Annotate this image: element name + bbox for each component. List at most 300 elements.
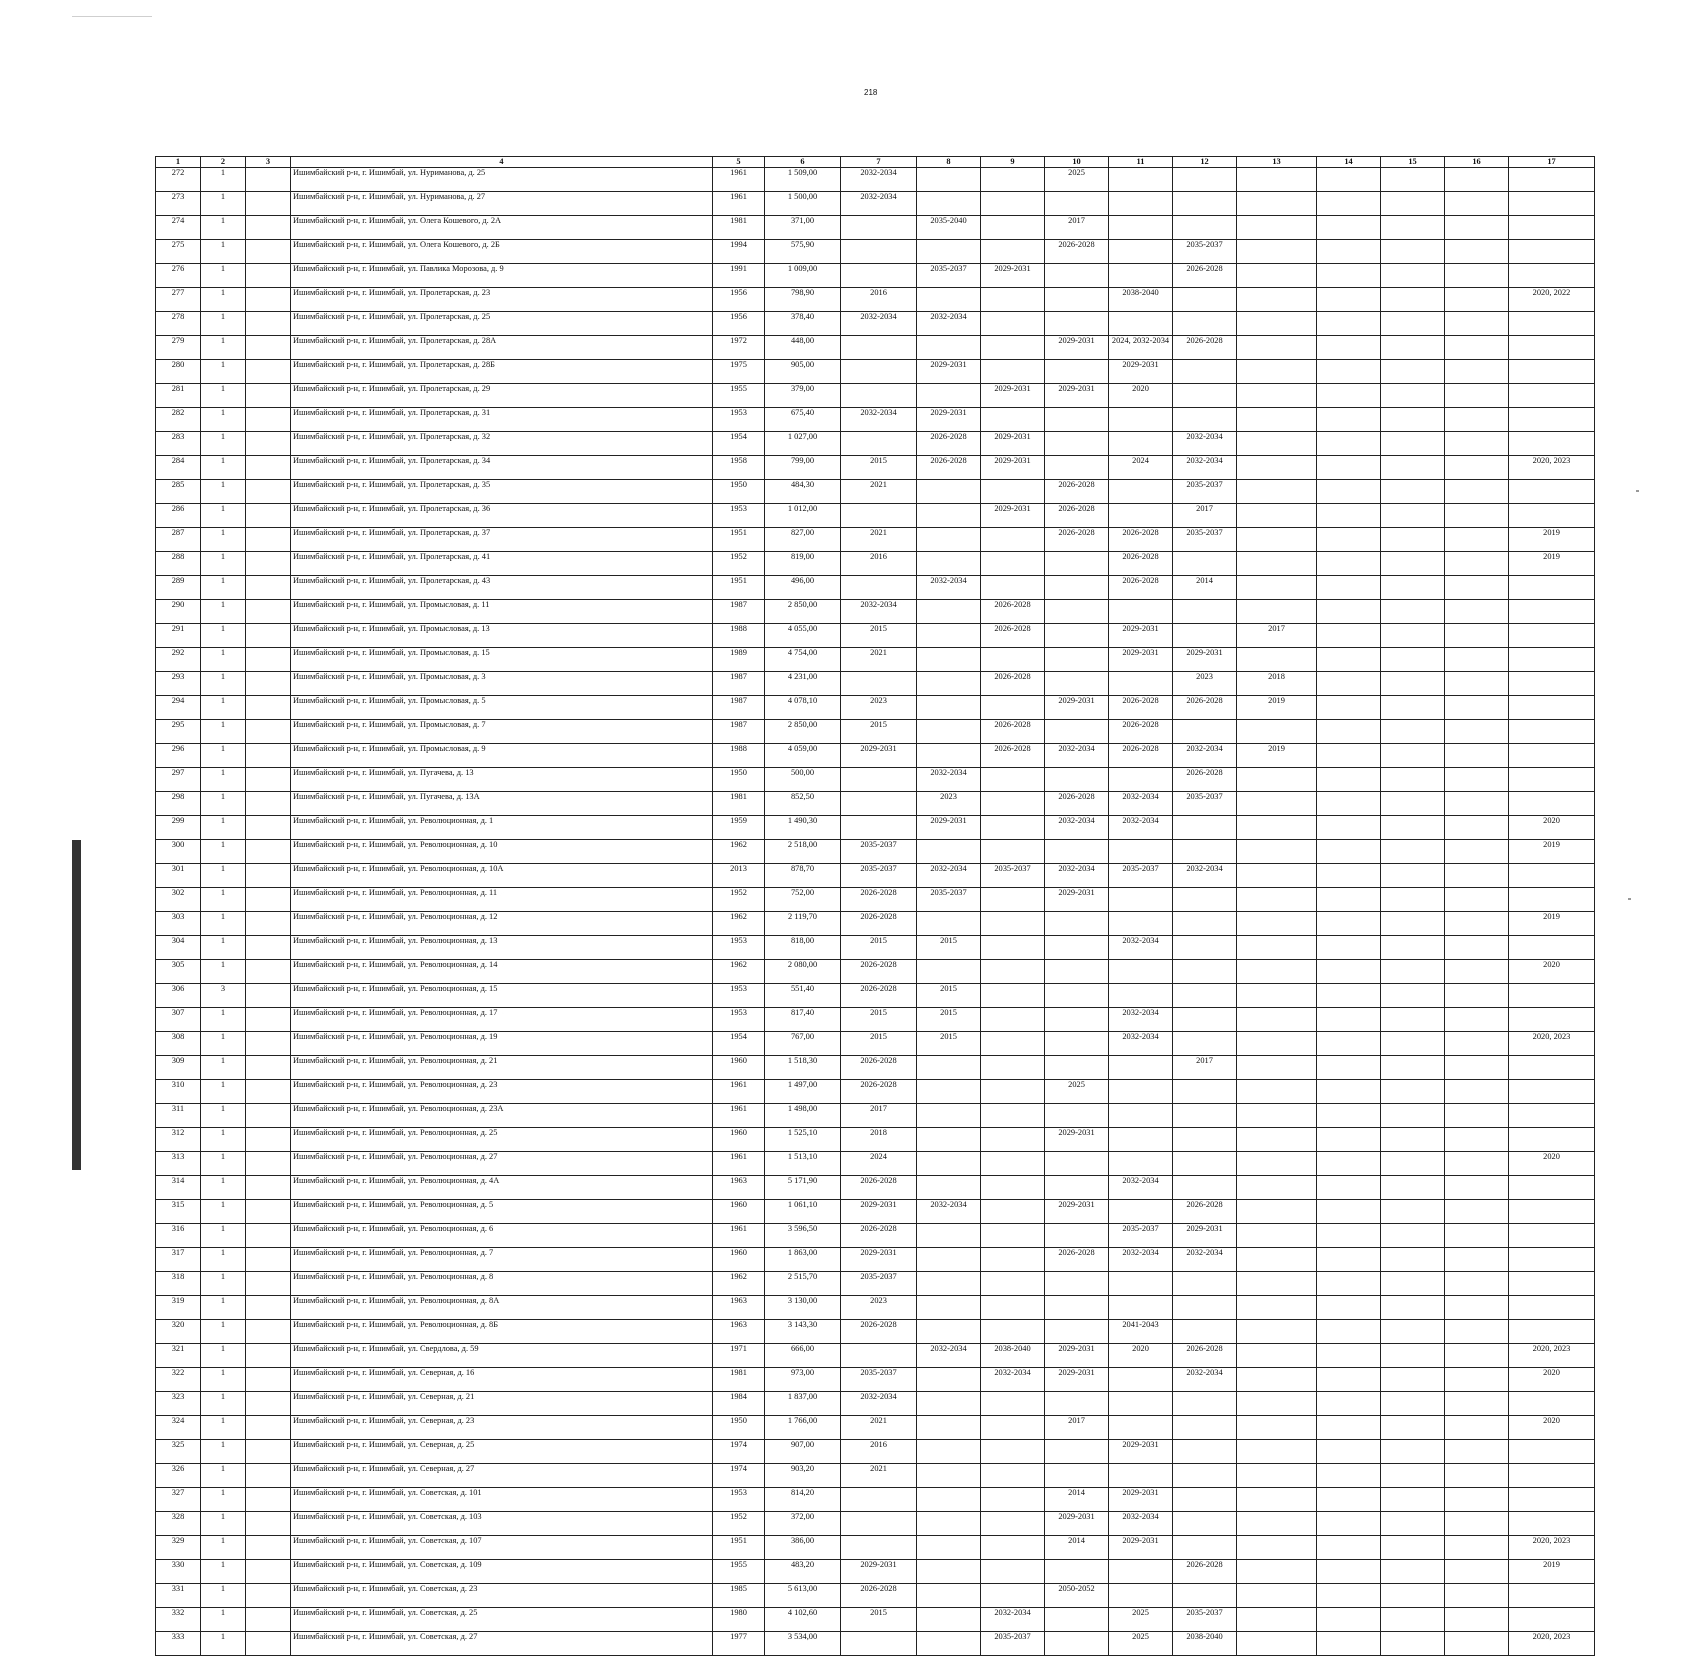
table-cell bbox=[1045, 576, 1109, 600]
table-cell bbox=[1445, 1176, 1509, 1200]
table-cell bbox=[1381, 1608, 1445, 1632]
column-header: 9 bbox=[981, 157, 1045, 168]
table-cell bbox=[1381, 1248, 1445, 1272]
address-cell: Ишимбайский р-н, г. Ишимбай, ул. Промысловая, д. 9 bbox=[291, 744, 713, 768]
table-row bbox=[156, 456, 1595, 480]
table-cell bbox=[246, 888, 291, 912]
table-cell bbox=[981, 888, 1045, 912]
table-cell bbox=[1045, 1272, 1109, 1296]
address-cell: Ишимбайский р-н, г. Ишимбай, ул. Советская, д. 103 bbox=[291, 1512, 713, 1536]
address-cell: Ишимбайский р-н, г. Ишимбай, ул. Революционная, д. 15 bbox=[291, 984, 713, 1008]
table-cell: 1 bbox=[201, 1128, 246, 1152]
table-cell bbox=[1173, 1272, 1237, 1296]
table-cell: 1 500,00 bbox=[765, 192, 841, 216]
table-cell bbox=[1173, 312, 1237, 336]
table-cell bbox=[1317, 528, 1381, 552]
table-cell bbox=[1445, 1488, 1509, 1512]
table-cell bbox=[841, 672, 917, 696]
column-header: 10 bbox=[1045, 157, 1109, 168]
table-cell bbox=[1237, 1632, 1317, 1656]
table-cell: 2035-2037 bbox=[1109, 1224, 1173, 1248]
table-cell bbox=[917, 1536, 981, 1560]
table-cell bbox=[981, 360, 1045, 384]
table-cell: 2032-2034 bbox=[1109, 1176, 1173, 1200]
table-cell: 322 bbox=[156, 1368, 201, 1392]
table-cell bbox=[1509, 1080, 1595, 1104]
table-cell: 1961 bbox=[713, 1104, 765, 1128]
table-cell bbox=[1381, 1056, 1445, 1080]
table-cell bbox=[1237, 1440, 1317, 1464]
table-row bbox=[156, 1512, 1595, 1536]
table-cell: 1 bbox=[201, 504, 246, 528]
table-cell bbox=[1509, 432, 1595, 456]
table-cell bbox=[1237, 1416, 1317, 1440]
table-cell bbox=[1317, 552, 1381, 576]
table-cell bbox=[1173, 192, 1237, 216]
table-cell bbox=[1237, 312, 1317, 336]
table-cell bbox=[1381, 1104, 1445, 1128]
table-cell: 1 bbox=[201, 240, 246, 264]
table-cell bbox=[1045, 552, 1109, 576]
table-cell: 1 bbox=[201, 1464, 246, 1488]
table-cell bbox=[1237, 1032, 1317, 1056]
table-cell: 2017 bbox=[1173, 504, 1237, 528]
table-cell bbox=[1317, 312, 1381, 336]
table-cell bbox=[1173, 168, 1237, 192]
table-cell bbox=[246, 192, 291, 216]
table-cell: 286 bbox=[156, 504, 201, 528]
table-cell: 3 130,00 bbox=[765, 1296, 841, 1320]
table-cell bbox=[917, 1608, 981, 1632]
table-row bbox=[156, 1200, 1595, 1224]
address-cell: Ишимбайский р-н, г. Ишимбай, ул. Северная, д. 25 bbox=[291, 1440, 713, 1464]
table-cell bbox=[1237, 1224, 1317, 1248]
column-header: 6 bbox=[765, 157, 841, 168]
table-cell bbox=[1445, 936, 1509, 960]
table-cell bbox=[1109, 168, 1173, 192]
table-cell: 1985 bbox=[713, 1584, 765, 1608]
table-cell bbox=[246, 1152, 291, 1176]
table-cell bbox=[981, 936, 1045, 960]
table-cell: 317 bbox=[156, 1248, 201, 1272]
table-cell: 277 bbox=[156, 288, 201, 312]
table-cell bbox=[1381, 1464, 1445, 1488]
table-row bbox=[156, 1056, 1595, 1080]
address-cell: Ишимбайский р-н, г. Ишимбай, ул. Северная, д. 23 bbox=[291, 1416, 713, 1440]
table-cell bbox=[1381, 1200, 1445, 1224]
table-cell bbox=[1317, 912, 1381, 936]
table-cell bbox=[1317, 1032, 1381, 1056]
table-cell: 1 513,10 bbox=[765, 1152, 841, 1176]
table-cell: 2035-2040 bbox=[917, 216, 981, 240]
table-cell: 331 bbox=[156, 1584, 201, 1608]
table-cell bbox=[1317, 792, 1381, 816]
table-cell bbox=[1045, 624, 1109, 648]
table-cell: 1 bbox=[201, 1296, 246, 1320]
table-cell bbox=[1317, 288, 1381, 312]
table-cell bbox=[841, 816, 917, 840]
table-cell bbox=[1317, 336, 1381, 360]
table-cell bbox=[1237, 1080, 1317, 1104]
table-cell: 2029-2031 bbox=[841, 1560, 917, 1584]
table-cell bbox=[246, 336, 291, 360]
table-cell: 818,00 bbox=[765, 936, 841, 960]
address-cell: Ишимбайский р-н, г. Ишимбай, ул. Пролетарская, д. 41 bbox=[291, 552, 713, 576]
table-cell bbox=[1317, 576, 1381, 600]
table-cell bbox=[917, 240, 981, 264]
table-cell: 3 143,30 bbox=[765, 1320, 841, 1344]
address-cell: Ишимбайский р-н, г. Ишимбай, ул. Революционная, д. 12 bbox=[291, 912, 713, 936]
table-cell bbox=[917, 840, 981, 864]
table-row bbox=[156, 1632, 1595, 1656]
table-cell: 2026-2028 bbox=[841, 888, 917, 912]
table-cell: 1 bbox=[201, 936, 246, 960]
table-cell bbox=[917, 1272, 981, 1296]
table-cell: 1951 bbox=[713, 528, 765, 552]
table-cell bbox=[841, 768, 917, 792]
table-cell bbox=[246, 1464, 291, 1488]
table-cell bbox=[246, 1296, 291, 1320]
table-cell bbox=[1445, 1608, 1509, 1632]
table-cell bbox=[1237, 1200, 1317, 1224]
table-cell: 2026-2028 bbox=[841, 1320, 917, 1344]
table-cell bbox=[1109, 240, 1173, 264]
table-cell bbox=[1381, 504, 1445, 528]
table-row bbox=[156, 216, 1595, 240]
table-cell bbox=[1237, 600, 1317, 624]
table-cell bbox=[1381, 744, 1445, 768]
table-cell bbox=[981, 1392, 1045, 1416]
table-cell: 1 bbox=[201, 696, 246, 720]
table-cell bbox=[246, 552, 291, 576]
table-row bbox=[156, 336, 1595, 360]
table-cell: 2023 bbox=[917, 792, 981, 816]
table-cell: 2035-2037 bbox=[1109, 864, 1173, 888]
table-cell bbox=[1173, 1416, 1237, 1440]
table-cell: 1961 bbox=[713, 1080, 765, 1104]
table-cell bbox=[1317, 1584, 1381, 1608]
table-cell: 2023 bbox=[1173, 672, 1237, 696]
table-cell: 2016 bbox=[841, 552, 917, 576]
table-cell bbox=[1173, 408, 1237, 432]
table-cell bbox=[841, 216, 917, 240]
table-cell bbox=[1045, 984, 1109, 1008]
table-cell bbox=[1381, 336, 1445, 360]
table-cell bbox=[1381, 624, 1445, 648]
table-row bbox=[156, 792, 1595, 816]
table-cell bbox=[981, 1200, 1045, 1224]
table-cell bbox=[1445, 336, 1509, 360]
table-cell bbox=[1109, 1080, 1173, 1104]
table-cell bbox=[246, 768, 291, 792]
table-cell: 1952 bbox=[713, 552, 765, 576]
table-cell bbox=[1445, 168, 1509, 192]
table-cell bbox=[1317, 1536, 1381, 1560]
table-row bbox=[156, 240, 1595, 264]
table-cell: 2 850,00 bbox=[765, 600, 841, 624]
table-cell bbox=[1109, 1272, 1173, 1296]
table-cell: 300 bbox=[156, 840, 201, 864]
table-cell bbox=[841, 504, 917, 528]
table-cell: 2038-2040 bbox=[1109, 288, 1173, 312]
table-cell bbox=[1237, 240, 1317, 264]
table-cell bbox=[1381, 696, 1445, 720]
table-cell: 1 518,30 bbox=[765, 1056, 841, 1080]
table-cell bbox=[1109, 264, 1173, 288]
table-cell bbox=[1237, 1464, 1317, 1488]
table-cell bbox=[917, 1224, 981, 1248]
table-cell bbox=[981, 1416, 1045, 1440]
table-cell: 1 012,00 bbox=[765, 504, 841, 528]
table-cell: 1 bbox=[201, 1440, 246, 1464]
table-row bbox=[156, 768, 1595, 792]
table-cell: 2029-2031 bbox=[1045, 1344, 1109, 1368]
table-cell: 1 bbox=[201, 1272, 246, 1296]
table-cell: 1991 bbox=[713, 264, 765, 288]
table-cell bbox=[1237, 1584, 1317, 1608]
table-cell bbox=[1509, 624, 1595, 648]
address-cell: Ишимбайский р-н, г. Ишимбай, ул. Пролетарская, д. 35 bbox=[291, 480, 713, 504]
table-cell bbox=[246, 432, 291, 456]
address-cell: Ишимбайский р-н, г. Ишимбай, ул. Революционная, д. 5 bbox=[291, 1200, 713, 1224]
table-cell: 1 bbox=[201, 1056, 246, 1080]
table-row bbox=[156, 528, 1595, 552]
table-cell bbox=[917, 1584, 981, 1608]
table-cell bbox=[1237, 1008, 1317, 1032]
table-cell bbox=[917, 1056, 981, 1080]
table-row bbox=[156, 504, 1595, 528]
table-cell bbox=[246, 1008, 291, 1032]
table-row bbox=[156, 1224, 1595, 1248]
table-cell bbox=[1317, 1632, 1381, 1656]
table-cell: 1 bbox=[201, 768, 246, 792]
table-cell: 333 bbox=[156, 1632, 201, 1656]
table-cell bbox=[1173, 1032, 1237, 1056]
table-cell bbox=[246, 408, 291, 432]
table-cell: 1960 bbox=[713, 1248, 765, 1272]
table-cell: 1994 bbox=[713, 240, 765, 264]
table-cell bbox=[1445, 552, 1509, 576]
table-cell bbox=[1173, 1440, 1237, 1464]
table-cell bbox=[1381, 408, 1445, 432]
table-cell: 379,00 bbox=[765, 384, 841, 408]
table-cell: 2015 bbox=[841, 936, 917, 960]
table-cell bbox=[1381, 1176, 1445, 1200]
address-cell: Ишимбайский р-н, г. Ишимбай, ул. Пролетарская, д. 28А bbox=[291, 336, 713, 360]
table-cell bbox=[1237, 1152, 1317, 1176]
table-cell: 2032-2034 bbox=[1173, 1368, 1237, 1392]
table-cell: 1 bbox=[201, 1320, 246, 1344]
address-cell: Ишимбайский р-н, г. Ишимбай, ул. Революционная, д. 13 bbox=[291, 936, 713, 960]
address-cell: Ишимбайский р-н, г. Ишимбай, ул. Северная, д. 27 bbox=[291, 1464, 713, 1488]
table-cell: 2029-2031 bbox=[1045, 1368, 1109, 1392]
table-cell: 2029-2031 bbox=[1045, 888, 1109, 912]
table-cell bbox=[246, 1344, 291, 1368]
table-cell: 2026-2028 bbox=[1173, 1200, 1237, 1224]
table-cell bbox=[1317, 1512, 1381, 1536]
table-cell bbox=[981, 168, 1045, 192]
table-cell: 1953 bbox=[713, 984, 765, 1008]
table-cell bbox=[1237, 648, 1317, 672]
table-cell: 2026-2028 bbox=[1173, 336, 1237, 360]
table-cell bbox=[1045, 1464, 1109, 1488]
table-cell bbox=[1237, 1176, 1317, 1200]
table-cell: 2017 bbox=[1237, 624, 1317, 648]
table-cell bbox=[1381, 192, 1445, 216]
table-cell bbox=[981, 312, 1045, 336]
table-cell bbox=[1381, 1560, 1445, 1584]
table-cell bbox=[1317, 432, 1381, 456]
table-cell: 1 bbox=[201, 288, 246, 312]
table-cell bbox=[981, 216, 1045, 240]
table-cell: 1 bbox=[201, 600, 246, 624]
table-cell bbox=[1509, 672, 1595, 696]
address-cell: Ишимбайский р-н, г. Ишимбай, ул. Пролетарская, д. 43 bbox=[291, 576, 713, 600]
table-cell: 500,00 bbox=[765, 768, 841, 792]
table-cell: 313 bbox=[156, 1152, 201, 1176]
table-cell: 2032-2034 bbox=[1109, 816, 1173, 840]
table-cell: 1 525,10 bbox=[765, 1128, 841, 1152]
table-cell bbox=[1173, 1104, 1237, 1128]
table-cell: 2032-2034 bbox=[1109, 1032, 1173, 1056]
table-cell bbox=[1445, 528, 1509, 552]
table-cell: 2029-2031 bbox=[1045, 1512, 1109, 1536]
table-cell bbox=[1317, 168, 1381, 192]
table-cell: 1974 bbox=[713, 1464, 765, 1488]
table-cell: 2026-2028 bbox=[1173, 696, 1237, 720]
table-cell: 2032-2034 bbox=[981, 1368, 1045, 1392]
table-cell: 1 bbox=[201, 1176, 246, 1200]
table-cell bbox=[1237, 504, 1317, 528]
table-cell: 1981 bbox=[713, 216, 765, 240]
table-cell bbox=[981, 1560, 1045, 1584]
table-cell bbox=[1237, 384, 1317, 408]
table-cell: 2050-2052 bbox=[1045, 1584, 1109, 1608]
table-row bbox=[156, 840, 1595, 864]
table-cell bbox=[1445, 720, 1509, 744]
table-cell bbox=[1237, 1296, 1317, 1320]
table-row bbox=[156, 1128, 1595, 1152]
table-cell bbox=[917, 624, 981, 648]
table-cell bbox=[1237, 528, 1317, 552]
table-cell bbox=[917, 1104, 981, 1128]
table-cell bbox=[1173, 1320, 1237, 1344]
table-cell bbox=[1317, 984, 1381, 1008]
table-cell: 309 bbox=[156, 1056, 201, 1080]
table-cell: 973,00 bbox=[765, 1368, 841, 1392]
table-cell bbox=[981, 1080, 1045, 1104]
table-cell bbox=[1381, 648, 1445, 672]
table-cell: 2026-2028 bbox=[1173, 768, 1237, 792]
address-cell: Ишимбайский р-н, г. Ишимбай, ул. Революционная, д. 1 bbox=[291, 816, 713, 840]
table-cell: 2019 bbox=[1509, 912, 1595, 936]
table-cell bbox=[917, 672, 981, 696]
table-cell bbox=[246, 1392, 291, 1416]
table-cell: 2032-2034 bbox=[917, 312, 981, 336]
address-cell: Ишимбайский р-н, г. Ишимбай, ул. Нуриманова, д. 27 bbox=[291, 192, 713, 216]
table-cell bbox=[1045, 1032, 1109, 1056]
table-cell bbox=[981, 1296, 1045, 1320]
table-cell bbox=[981, 336, 1045, 360]
table-cell bbox=[841, 1536, 917, 1560]
table-cell: 1 bbox=[201, 1152, 246, 1176]
table-cell: 852,50 bbox=[765, 792, 841, 816]
table-cell bbox=[1237, 456, 1317, 480]
table-cell bbox=[1173, 1008, 1237, 1032]
table-cell bbox=[1045, 408, 1109, 432]
table-cell: 302 bbox=[156, 888, 201, 912]
table-cell bbox=[1317, 600, 1381, 624]
table-cell bbox=[1109, 600, 1173, 624]
table-cell: 2035-2037 bbox=[1173, 480, 1237, 504]
table-cell bbox=[1045, 432, 1109, 456]
table-cell: 2026-2028 bbox=[1173, 1560, 1237, 1584]
table-cell: 2015 bbox=[841, 1032, 917, 1056]
table-cell: 1 bbox=[201, 1104, 246, 1128]
table-cell: 276 bbox=[156, 264, 201, 288]
scan-speck bbox=[1628, 898, 1631, 900]
table-cell: 1 bbox=[201, 552, 246, 576]
table-cell bbox=[1237, 216, 1317, 240]
table-cell: 2032-2034 bbox=[1173, 432, 1237, 456]
table-cell bbox=[1109, 1200, 1173, 1224]
table-cell: 1 863,00 bbox=[765, 1248, 841, 1272]
table-cell bbox=[1381, 816, 1445, 840]
table-cell: 1963 bbox=[713, 1176, 765, 1200]
table-cell: 2017 bbox=[1173, 1056, 1237, 1080]
address-cell: Ишимбайский р-н, г. Ишимбай, ул. Революционная, д. 21 bbox=[291, 1056, 713, 1080]
table-cell bbox=[1381, 168, 1445, 192]
table-cell: 1975 bbox=[713, 360, 765, 384]
table-cell bbox=[246, 648, 291, 672]
table-cell bbox=[1317, 1224, 1381, 1248]
table-cell: 294 bbox=[156, 696, 201, 720]
table-cell: 2032-2034 bbox=[1109, 1248, 1173, 1272]
table-cell bbox=[1317, 960, 1381, 984]
table-cell: 2032-2034 bbox=[1109, 792, 1173, 816]
table-cell bbox=[1317, 744, 1381, 768]
table-cell bbox=[1445, 192, 1509, 216]
table-cell: 2026-2028 bbox=[841, 1176, 917, 1200]
table-cell: 2020 bbox=[1109, 384, 1173, 408]
table-cell: 2026-2028 bbox=[1045, 504, 1109, 528]
table-cell bbox=[1317, 1368, 1381, 1392]
table-cell: 1984 bbox=[713, 1392, 765, 1416]
table-cell bbox=[246, 504, 291, 528]
table-cell: 2026-2028 bbox=[1173, 264, 1237, 288]
column-header: 8 bbox=[917, 157, 981, 168]
table-cell bbox=[917, 1392, 981, 1416]
table-cell bbox=[246, 1200, 291, 1224]
table-cell bbox=[1381, 1272, 1445, 1296]
table-cell: 1 bbox=[201, 840, 246, 864]
table-cell bbox=[1445, 1224, 1509, 1248]
table-cell: 827,00 bbox=[765, 528, 841, 552]
table-cell bbox=[1381, 240, 1445, 264]
table-cell bbox=[1317, 1104, 1381, 1128]
table-cell: 1 bbox=[201, 1008, 246, 1032]
table-cell bbox=[1509, 192, 1595, 216]
table-cell bbox=[1045, 288, 1109, 312]
table-cell bbox=[917, 1152, 981, 1176]
table-cell bbox=[1173, 1488, 1237, 1512]
table-cell bbox=[1445, 696, 1509, 720]
table-cell bbox=[1509, 480, 1595, 504]
table-cell bbox=[1173, 624, 1237, 648]
address-cell: Ишимбайский р-н, г. Ишимбай, ул. Пролетарская, д. 36 bbox=[291, 504, 713, 528]
table-cell bbox=[1317, 1608, 1381, 1632]
table-cell bbox=[246, 1608, 291, 1632]
